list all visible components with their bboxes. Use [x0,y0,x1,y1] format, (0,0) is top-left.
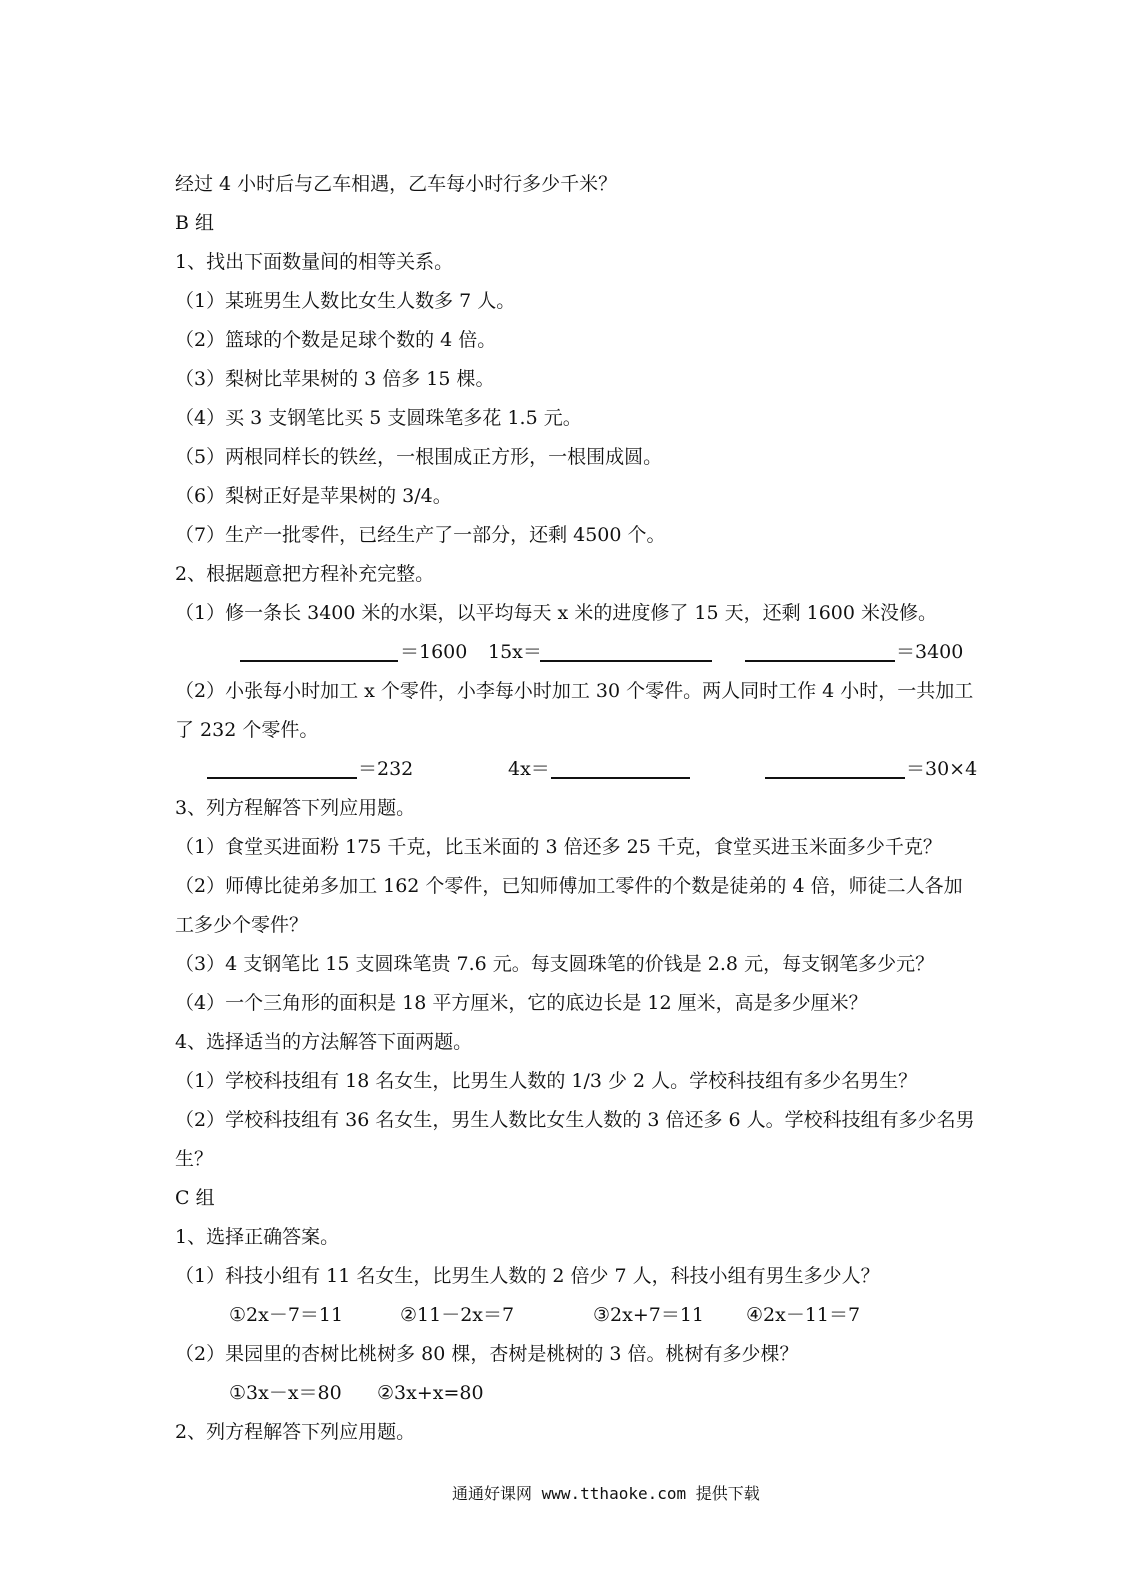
question-item: （4）一个三角形的面积是 18 平方厘米，它的底边长是 12 厘米，高是多少厘米？ [175,992,868,1014]
section-heading-b: B 组 [175,212,215,234]
choice-option: ②11－2x＝7 [400,1304,515,1326]
text-line: 了 232 个零件。 [175,719,319,741]
page-footer: 通通好课网 www.tthaoke.com 提供下载 [452,1484,760,1503]
equation-text: ＝30×4 [906,758,978,780]
question-item: （5）两根同样长的铁丝，一根围成正方形，一根围成圆。 [175,446,663,468]
equation-text: ＝3400 [896,641,964,663]
answer-blank[interactable] [540,660,712,662]
choice-option: ①2x－7＝11 [229,1304,344,1326]
question-heading: 1、选择正确答案。 [175,1226,340,1248]
question-heading: 1、找出下面数量间的相等关系。 [175,251,454,273]
choice-option: ④2x－11＝7 [746,1304,861,1326]
question-item: （2）师傅比徒弟多加工 162 个零件，已知师傅加工零件的个数是徒弟的 4 倍，师徒二人各加 [175,875,963,897]
question-item: （3）4 支钢笔比 15 支圆珠笔贵 7.6 元。每支圆珠笔的价钱是 2.8 元，每支钢笔多少元？ [175,953,935,975]
equation-text: ＝232 [358,758,414,780]
text-line: 经过 4 小时后与乙车相遇，乙车每小时行多少千米？ [175,173,618,195]
question-item: （2）小张每小时加工 x 个零件，小李每小时加工 30 个零件。两人同时工作 4 小时，一共加工 [175,680,974,702]
choice-option: ①3x－x＝80 [229,1382,342,1404]
question-heading: 2、列方程解答下列应用题。 [175,1421,416,1443]
text-line: 生？ [175,1148,214,1170]
section-heading-c: C 组 [175,1187,215,1209]
question-heading: 2、根据题意把方程补充完整。 [175,563,435,585]
question-item: （3）梨树比苹果树的 3 倍多 15 棵。 [175,368,495,390]
question-item: （6）梨树正好是苹果树的 3/4。 [175,485,452,507]
question-heading: 4、选择适当的方法解答下面两题。 [175,1031,473,1053]
question-item: （1）科技小组有 11 名女生，比男生人数的 2 倍少 7 人，科技小组有男生多少人？ [175,1265,880,1287]
equation-text: 15x＝ [488,641,542,663]
answer-blank[interactable] [765,777,905,779]
question-item: （1）食堂买进面粉 175 千克，比玉米面的 3 倍还多 25 千克，食堂买进玉米面多少千克？ [175,836,942,858]
answer-blank[interactable] [207,777,357,779]
choice-option: ③2x+7＝11 [593,1304,705,1326]
question-item: （4）买 3 支钢笔比买 5 支圆珠笔多花 1.5 元。 [175,407,582,429]
question-item: （1）修一条长 3400 米的水渠，以平均每天 x 米的进度修了 15 天，还剩 1600 米没修。 [175,602,938,624]
question-item: （2）学校科技组有 36 名女生，男生人数比女生人数的 3 倍还多 6 人。学校科技组有多少名男 [175,1109,975,1131]
answer-blank[interactable] [551,777,690,779]
question-heading: 3、列方程解答下列应用题。 [175,797,416,819]
answer-blank[interactable] [745,660,895,662]
question-item: （7）生产一批零件，已经生产了一部分，还剩 4500 个。 [175,524,666,546]
answer-blank[interactable] [240,660,398,662]
equation-text: 4x＝ [508,758,550,780]
question-item: （2）篮球的个数是足球个数的 4 倍。 [175,329,497,351]
choice-option: ②3x+x=80 [377,1382,484,1404]
equation-text: ＝1600 [400,641,468,663]
text-line: 工多少个零件？ [175,914,309,936]
question-item: （2）果园里的杏树比桃树多 80 棵，杏树是桃树的 3 倍。桃树有多少棵？ [175,1343,799,1365]
question-item: （1）学校科技组有 18 名女生，比男生人数的 1/3 少 2 人。学校科技组有多少名男生？ [175,1070,918,1092]
question-item: （1）某班男生人数比女生人数多 7 人。 [175,290,516,312]
